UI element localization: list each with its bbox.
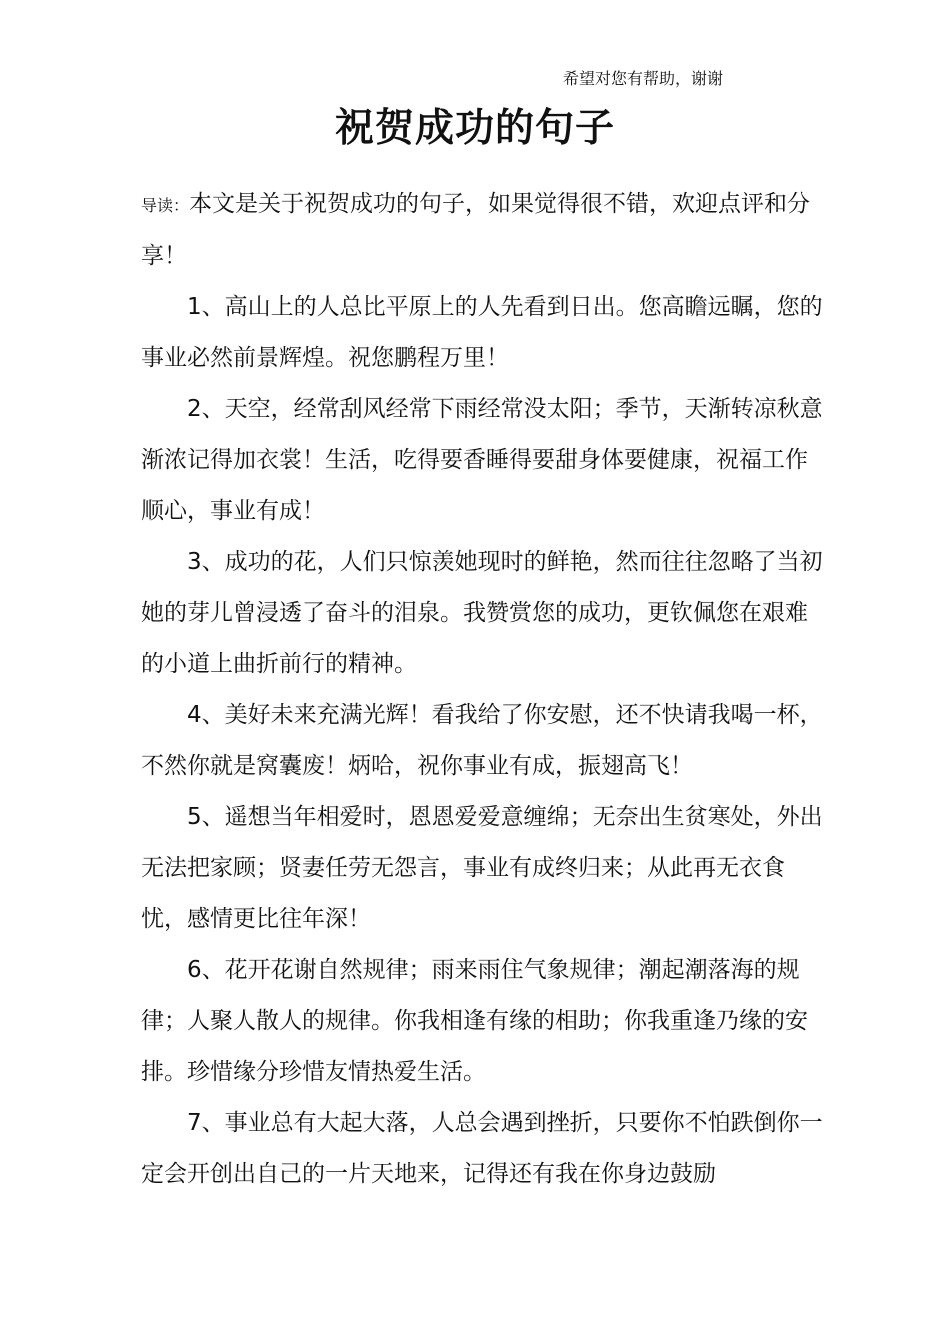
list-item: 1、高山上的人总比平原上的人先看到日出。您高瞻远瞩，您的事业必然前景辉煌。祝您鹏程万里！ — [141, 294, 823, 371]
article-body — [141, 179, 827, 1200]
list-item: 2、天空，经常刮风经常下雨经常没太阳；季节，天渐转凉秋意渐浓记得加衣裳！生活，吃得要香睡得要甜身体要健康，祝福工作顺心，事业有成！ — [141, 396, 823, 524]
list-item: 4、美好未来充满光辉！看我给了你安慰，还不快请我喝一杯，不然你就是窝囊废！炳哈，祝你事业有成，振翅高飞！ — [141, 702, 823, 779]
intro-text: 本文是关于祝贺成功的句子，如果觉得很不错，欢迎点评和分享！ — [141, 191, 811, 269]
intro-paragraph — [141, 179, 827, 282]
list-item: 6、花开花谢自然规律；雨来雨住气象规律；潮起潮落海的规律；人聚人散人的规律。你我相逢有缘的相助；你我重逢乃缘的安排。珍惜缘分珍惜友情热爱生活。 — [141, 957, 808, 1085]
header-note: 希望对您有帮助，谢谢 — [563, 69, 724, 88]
list-item: 3、成功的花，人们只惊羡她现时的鲜艳，然而往往忽略了当初她的芽儿曾浸透了奋斗的泪泉。我赞赏您的成功，更钦佩您在艰难的小道上曲折前行的精神。 — [141, 549, 823, 677]
page-title: 祝贺成功的句子 — [334, 106, 615, 151]
list-item: 5、遥想当年相爱时，恩恩爱爱意缠绵；无奈出生贫寒处，外出无法把家顾；贤妻任劳无怨言，事业有成终归来；从此再无衣食忧，感情更比往年深！ — [141, 804, 823, 932]
list-item: 7、事业总有大起大落，人总会遇到挫折，只要你不怕跌倒你一定会开创出自己的一片天地来，记得还有我在你身边鼓励 — [141, 1110, 823, 1187]
intro-label: 导读： — [141, 196, 190, 215]
